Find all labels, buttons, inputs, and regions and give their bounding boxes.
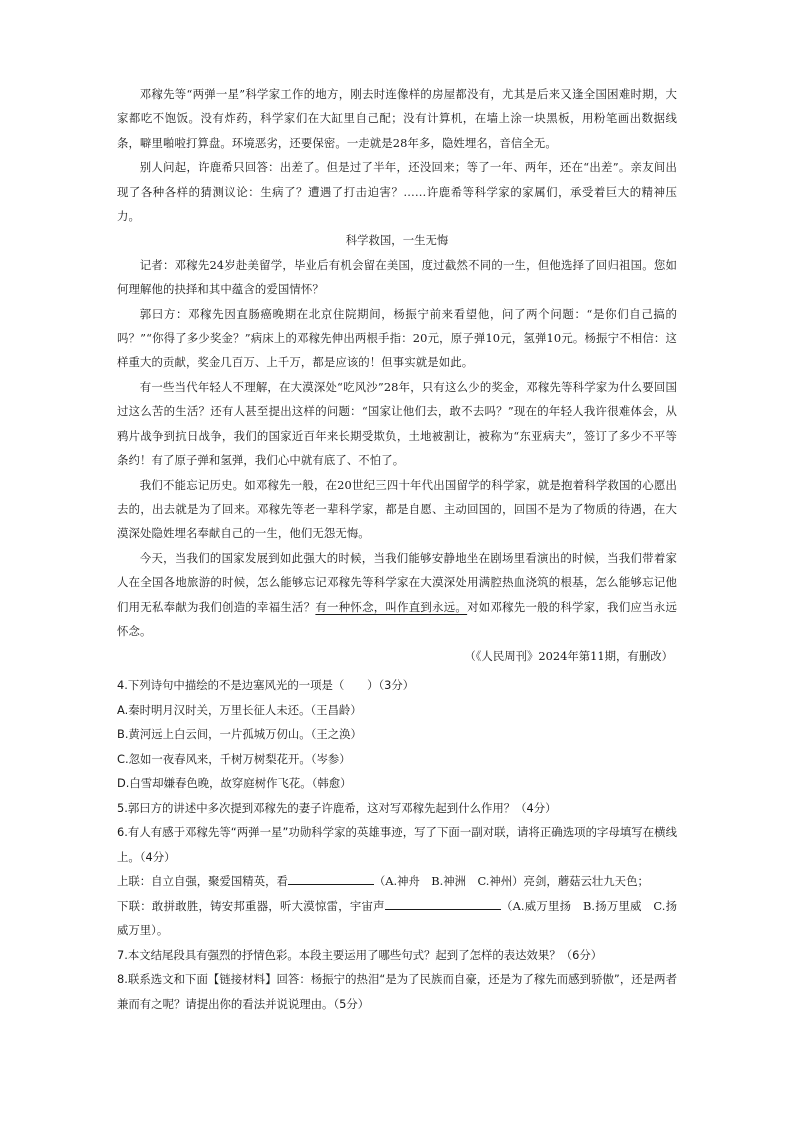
paragraph-7	[117, 546, 677, 644]
couplet-upper-blank[interactable]	[288, 872, 374, 885]
paragraph-5: 有一些当代年轻人不理解，在大漠深处“吃风沙”28年，只有这么少的奖金，邓稼先等科学家为什么要回国过这么苦的生活？还有人甚至提出这样的问题：“国家让他们去，敢不去吗？”现在的年轻人我许很难体会，从鸦片战争到抗日战争，我们的国家近百年来长期受欺负，土地被割让，被称为“东亚病夫”，签订了多少不平等条约！有了原子弹和氢弹，我们心中就有底了、不怕了。	[117, 379, 677, 468]
question-5: 5.郭曰方的讲述中多次提到邓稼先的妻子许鹿希，这对写邓稼先起到什么作用？（4分）	[117, 800, 557, 815]
paragraph-2: 别人问起，许鹿希只回答：出差了。但是过了半年，还没回来；等了一年、两年，还在“出差”。亲友间出现了各种各样的猜测议论：生病了？遭遇了打击迫害？……许鹿希等科学家的家属们，承受着巨大的精神压力。	[117, 160, 677, 224]
question-4-option-d: D.白雪却嫌春色晚，故穿庭树作飞花。（韩愈）	[117, 776, 352, 791]
section-subtitle: 科学救国，一生无悔	[345, 233, 449, 248]
paragraph-4: 郭曰方：邓稼先因直肠癌晚期在北京住院期间，杨振宁前来看望他，问了两个问题：“是你们自己搞的吗？”“你得了多少奖金？”病床上的邓稼先伸出两根手指：20元，原子弹10元，氢弹10元。杨振宁不相信：这样重大的贡献，奖金几百万、上千万，都是应该的！但事实就是如此。	[117, 306, 677, 370]
paragraph-3: 记者：邓稼先24岁赴美留学，毕业后有机会留在美国，度过截然不同的一生，但他选择了回归祖国。您如何理解他的抉择和其中蕴含的爱国情怀？	[117, 257, 677, 297]
couplet-lower-text-a: 下联：敢拼敢胜，铸安邦重器，听大漠惊雷，宇宙声	[117, 898, 385, 913]
question-list	[117, 673, 677, 1016]
couplet-lower-line	[117, 894, 677, 943]
couplet-upper-text-a: 上联：自立自强，聚爱国精英，看	[117, 874, 288, 889]
question-4-option-c: C.忽如一夜春风来，千树万树梨花开。（岑参）	[117, 751, 351, 766]
underlined-sentence: 有一种怀念，叫作直到永远。	[315, 599, 468, 614]
question-7: 7.本文结尾段具有强烈的抒情色彩。本段主要运用了哪些句式？起到了怎样的表达效果？（6分）	[117, 947, 603, 962]
paragraph-6: 我们不能忘记历史。如邓稼先一般，在20世纪三四十年代出国留学的科学家，就是抱着科学救国的心愿出去的，出去就是为了回来。邓稼先等老一辈科学家，都是自愿、主动回国的，回国不是为了物质的待遇，在大漠深处隐姓埋名奉献自己的一生，他们无怨无悔。	[117, 477, 677, 541]
couplet-upper-text-b: （A.神舟 B.神洲 C.神州）亮剑，蘑菇云壮九天色；	[373, 874, 649, 889]
question-4-option-a: A.秦时明月汉时关，万里长征人未还。（王昌龄）	[117, 702, 362, 717]
question-4-option-b: B.黄河远上白云间，一片孤城万仞山。（王之涣）	[117, 727, 362, 742]
source-citation: （《人民周刊》2024年第11期，有删改）	[464, 649, 673, 664]
question-6: 6.有人有感于邓稼先等“两弹一星”功勋科学家的英雄事迹，写了下面一副对联，请将正确选项的字母填写在横线上。（4分）	[117, 825, 677, 864]
question-4: 4.下列诗句中描绘的不是边塞风光的一项是（ ）（3分）	[117, 678, 415, 693]
couplet-upper-line	[117, 869, 677, 894]
couplet-lower-text-b: （A.威万里扬 B.扬万里威 C.扬威万里）。	[117, 898, 677, 938]
paragraph-7-text-b: 对如邓稼先一般的科学家，我们应当永远怀念。	[117, 599, 677, 638]
question-8: 8.联系选文和下面【链接材料】回答：杨振宁的热泪“是为了民族而自豪，还是为了稼先而感到骄傲”，还是两者兼而有之呢？请提出你的看法并说说理由。（5分）	[117, 972, 677, 1011]
paragraph-7-text-a: 今天，当我们的国家发展到如此强大的时候，当我们能够安静地坐在剧场里看演出的时候，当我们带着家人在全国各地旅游的时候，怎么能够忘记邓稼先等科学家在大漠深处用满腔热血浇筑的根基，怎么能够忘记他们用无私奉献为我们创造的幸福生活？	[117, 550, 677, 614]
paragraph-1: 邓稼先等“两弹一星”科学家工作的地方，刚去时连像样的房屋都没有，尤其是后来又逢全国困难时期，大家都吃不饱饭。没有炸药，科学家们在大缸里自己配；没有计算机，在墙上涂一块黑板，用粉笔画出数据线条，噼里啪啦打算盘。环境恶劣，还要保密。一走就是28年多，隐姓埋名，音信全无。	[117, 87, 677, 150]
passage-body	[117, 82, 677, 1016]
couplet-lower-blank[interactable]	[385, 897, 501, 910]
